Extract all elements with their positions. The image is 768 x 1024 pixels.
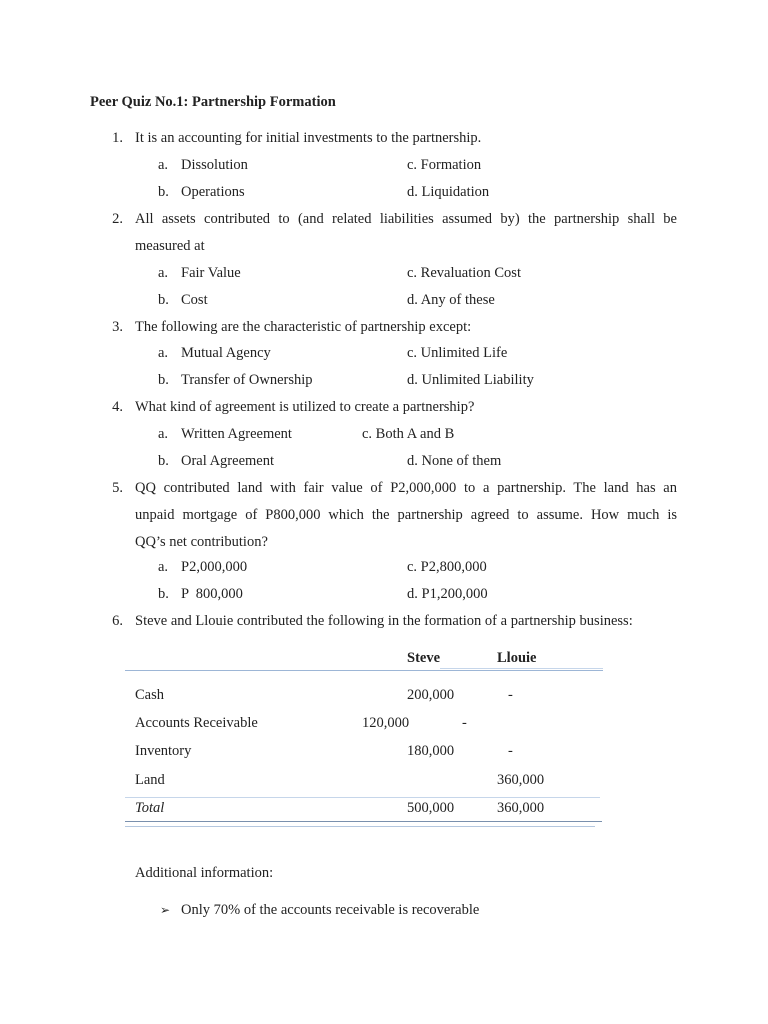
choice-letter: a. <box>158 559 169 575</box>
cell-llouie: 360,000 <box>497 772 545 788</box>
question-text: QQ’s net contribution? <box>135 534 268 550</box>
choice-letter: a. <box>158 426 169 442</box>
cell-llouie: - <box>508 687 513 703</box>
choice-text: d. Unlimited Liability <box>407 372 534 388</box>
column-header-llouie: Llouie <box>497 650 537 666</box>
choice-text: c. Unlimited Life <box>407 345 508 361</box>
choice-text: Transfer of Ownership <box>181 372 313 388</box>
choice-text: c. Formation <box>407 157 482 173</box>
choice-text: P 800,000 <box>181 586 243 602</box>
page-title: Peer Quiz No.1: Partnership Formation <box>90 94 336 110</box>
choice-letter: b. <box>158 372 169 388</box>
row-label: Cash <box>135 687 164 703</box>
table-rule <box>125 797 600 798</box>
question-text: QQ contributed land with fair value of P2,000,000 to a partnership. The land has an <box>135 480 677 496</box>
choice-letter: b. <box>158 586 169 602</box>
question-number: 6. <box>112 613 123 629</box>
question-text: Steve and Llouie contributed the following in the formation of a partnership business: <box>135 613 633 629</box>
choice-letter: a. <box>158 157 169 173</box>
cell-steve: 200,000 <box>407 687 455 703</box>
choice-text: Written Agreement <box>181 426 292 442</box>
table-rule <box>125 670 603 671</box>
cell-steve: 120,000 <box>362 715 410 731</box>
choice-letter: a. <box>158 345 169 361</box>
choice-text: Dissolution <box>181 157 248 173</box>
question-text: What kind of agreement is utilized to create a partnership? <box>135 399 475 415</box>
choice-text: Fair Value <box>181 265 241 281</box>
choice-text: c. Both A and B <box>362 426 455 442</box>
choice-text: Oral Agreement <box>181 453 275 469</box>
choice-text: d. None of them <box>407 453 502 469</box>
choice-text: d. P1,200,000 <box>407 586 488 602</box>
column-header-steve: Steve <box>407 650 441 666</box>
choice-letter: a. <box>158 265 169 281</box>
choice-letter: b. <box>158 292 169 308</box>
question-text: measured at <box>135 238 205 254</box>
cell-llouie: - <box>462 715 467 731</box>
cell-steve-total: 500,000 <box>407 800 455 816</box>
question-number: 3. <box>112 319 123 335</box>
arrow-bullet-icon: ➢ <box>160 903 171 917</box>
additional-info-heading: Additional information: <box>135 865 274 881</box>
choice-text: P2,000,000 <box>181 559 248 575</box>
choice-text: Operations <box>181 184 245 200</box>
question-number: 2. <box>112 211 123 227</box>
table-rule <box>440 668 603 669</box>
cell-steve: 180,000 <box>407 743 455 759</box>
row-label: Land <box>135 772 165 788</box>
choice-text: Mutual Agency <box>181 345 271 361</box>
choice-letter: b. <box>158 184 169 200</box>
question-number: 5. <box>112 480 123 496</box>
cell-llouie-total: 360,000 <box>497 800 545 816</box>
row-label-total: Total <box>135 800 165 816</box>
question-text: unpaid mortgage of P800,000 which the partnership agreed to assume. How much is <box>135 507 677 523</box>
question-text: The following are the characteristic of partnership except: <box>135 319 472 335</box>
question-text: It is an accounting for initial investments to the partnership. <box>135 130 482 146</box>
choice-text: d. Liquidation <box>407 184 490 200</box>
choice-text: c. P2,800,000 <box>407 559 487 575</box>
table-rule <box>125 821 602 822</box>
choice-letter: b. <box>158 453 169 469</box>
cell-llouie: - <box>508 743 513 759</box>
question-number: 4. <box>112 399 123 415</box>
bullet-text: Only 70% of the accounts receivable is recoverable <box>181 902 480 918</box>
row-label: Accounts Receivable <box>135 715 258 731</box>
table-rule <box>125 826 595 827</box>
choice-text: d. Any of these <box>407 292 495 308</box>
question-number: 1. <box>112 130 123 146</box>
choice-text: Cost <box>181 292 208 308</box>
row-label: Inventory <box>135 743 192 759</box>
question-text: All assets contributed to (and related liabilities assumed by) the partnership shall be <box>135 211 677 227</box>
choice-text: c. Revaluation Cost <box>407 265 521 281</box>
